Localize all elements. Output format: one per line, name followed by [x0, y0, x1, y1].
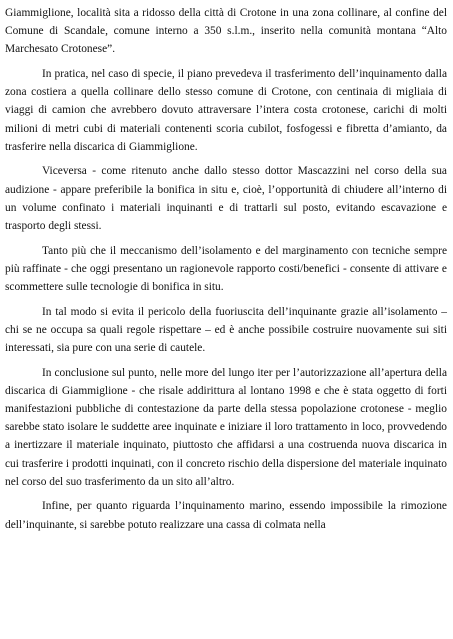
paragraph: In tal modo si evita il pericolo della fuoriuscita dell’inquinante grazie all’isolamento – chi se ne occupa sa quali regole rispettare – ed è anche possibile costruire nuovamente sui siti interessati, sia pure con una serie di cautele. [5, 305, 447, 355]
paragraph: Viceversa - come ritenuto anche dallo stesso dottor Mascazzini nel corso della sua audizione - appare preferibile la bonifica in situ e, cioè, l’opportunità di chiudere all’interno di un volume confinato i materiali inquinanti e di trattarli sul posto, evitando escavazione e trasporto degli stessi. [5, 165, 447, 233]
paragraph: In pratica, nel caso di specie, il piano prevedeva il trasferimento dell’inquinamento dalla zona costiera a quella collinare dello stesso comune di Crotone, con centinaia di migliaia di viaggi di camion che avrebbero dovuto attraversare l’intera costa crotonese, carichi di molti milioni di metri cubi di materiali contenenti scoria cubilot, fosfogessi e fibretta d’amianto, da trasferire nella discarica di Giammiglione. [5, 68, 447, 153]
paragraph-continuation: Giammiglione, località sita a ridosso della città di Crotone in una zona collinare, al confine del Comune di Scandale, comune interno a 350 s.l.m., inserito nella comunità montana “Alto Marchesato Crotonese”. [5, 7, 447, 56]
paragraph: In conclusione sul punto, nelle more del lungo iter per l’autorizzazione all’apertura della discarica di Giammiglione - che risale addirittura al lontano 1998 e che è stata oggetto di forti manifestazioni pubbliche di contestazione da parte della stessa popolazione crotonese - meglio sarebbe stato isolare le suddette aree inquinate e iniziare il loro trattamento in loco, provvedendo a inertizzare il materiale inquinato, piuttosto che affidarsi a una costruenda nuova discarica in cui trasferire i prodotti inquinati, con il concreto rischio della dispersione del materiale inquinato nel corso del suo trasferimento da un sito all’altro. [5, 366, 447, 488]
paragraph: Tanto più che il meccanismo dell’isolamento e del marginamento con tecniche sempre più raffinate - che oggi presentano un ragionevole rapporto costi/benefici - consente di attivare e scommettere sulle tecnologie di bonifica in situ. [5, 244, 447, 294]
paragraph: Infine, per quanto riguarda l’inquinamento marino, essendo impossibile la rimozione dell’inquinante, si sarebbe potuto realizzare una cassa di colmata nella [5, 500, 447, 531]
